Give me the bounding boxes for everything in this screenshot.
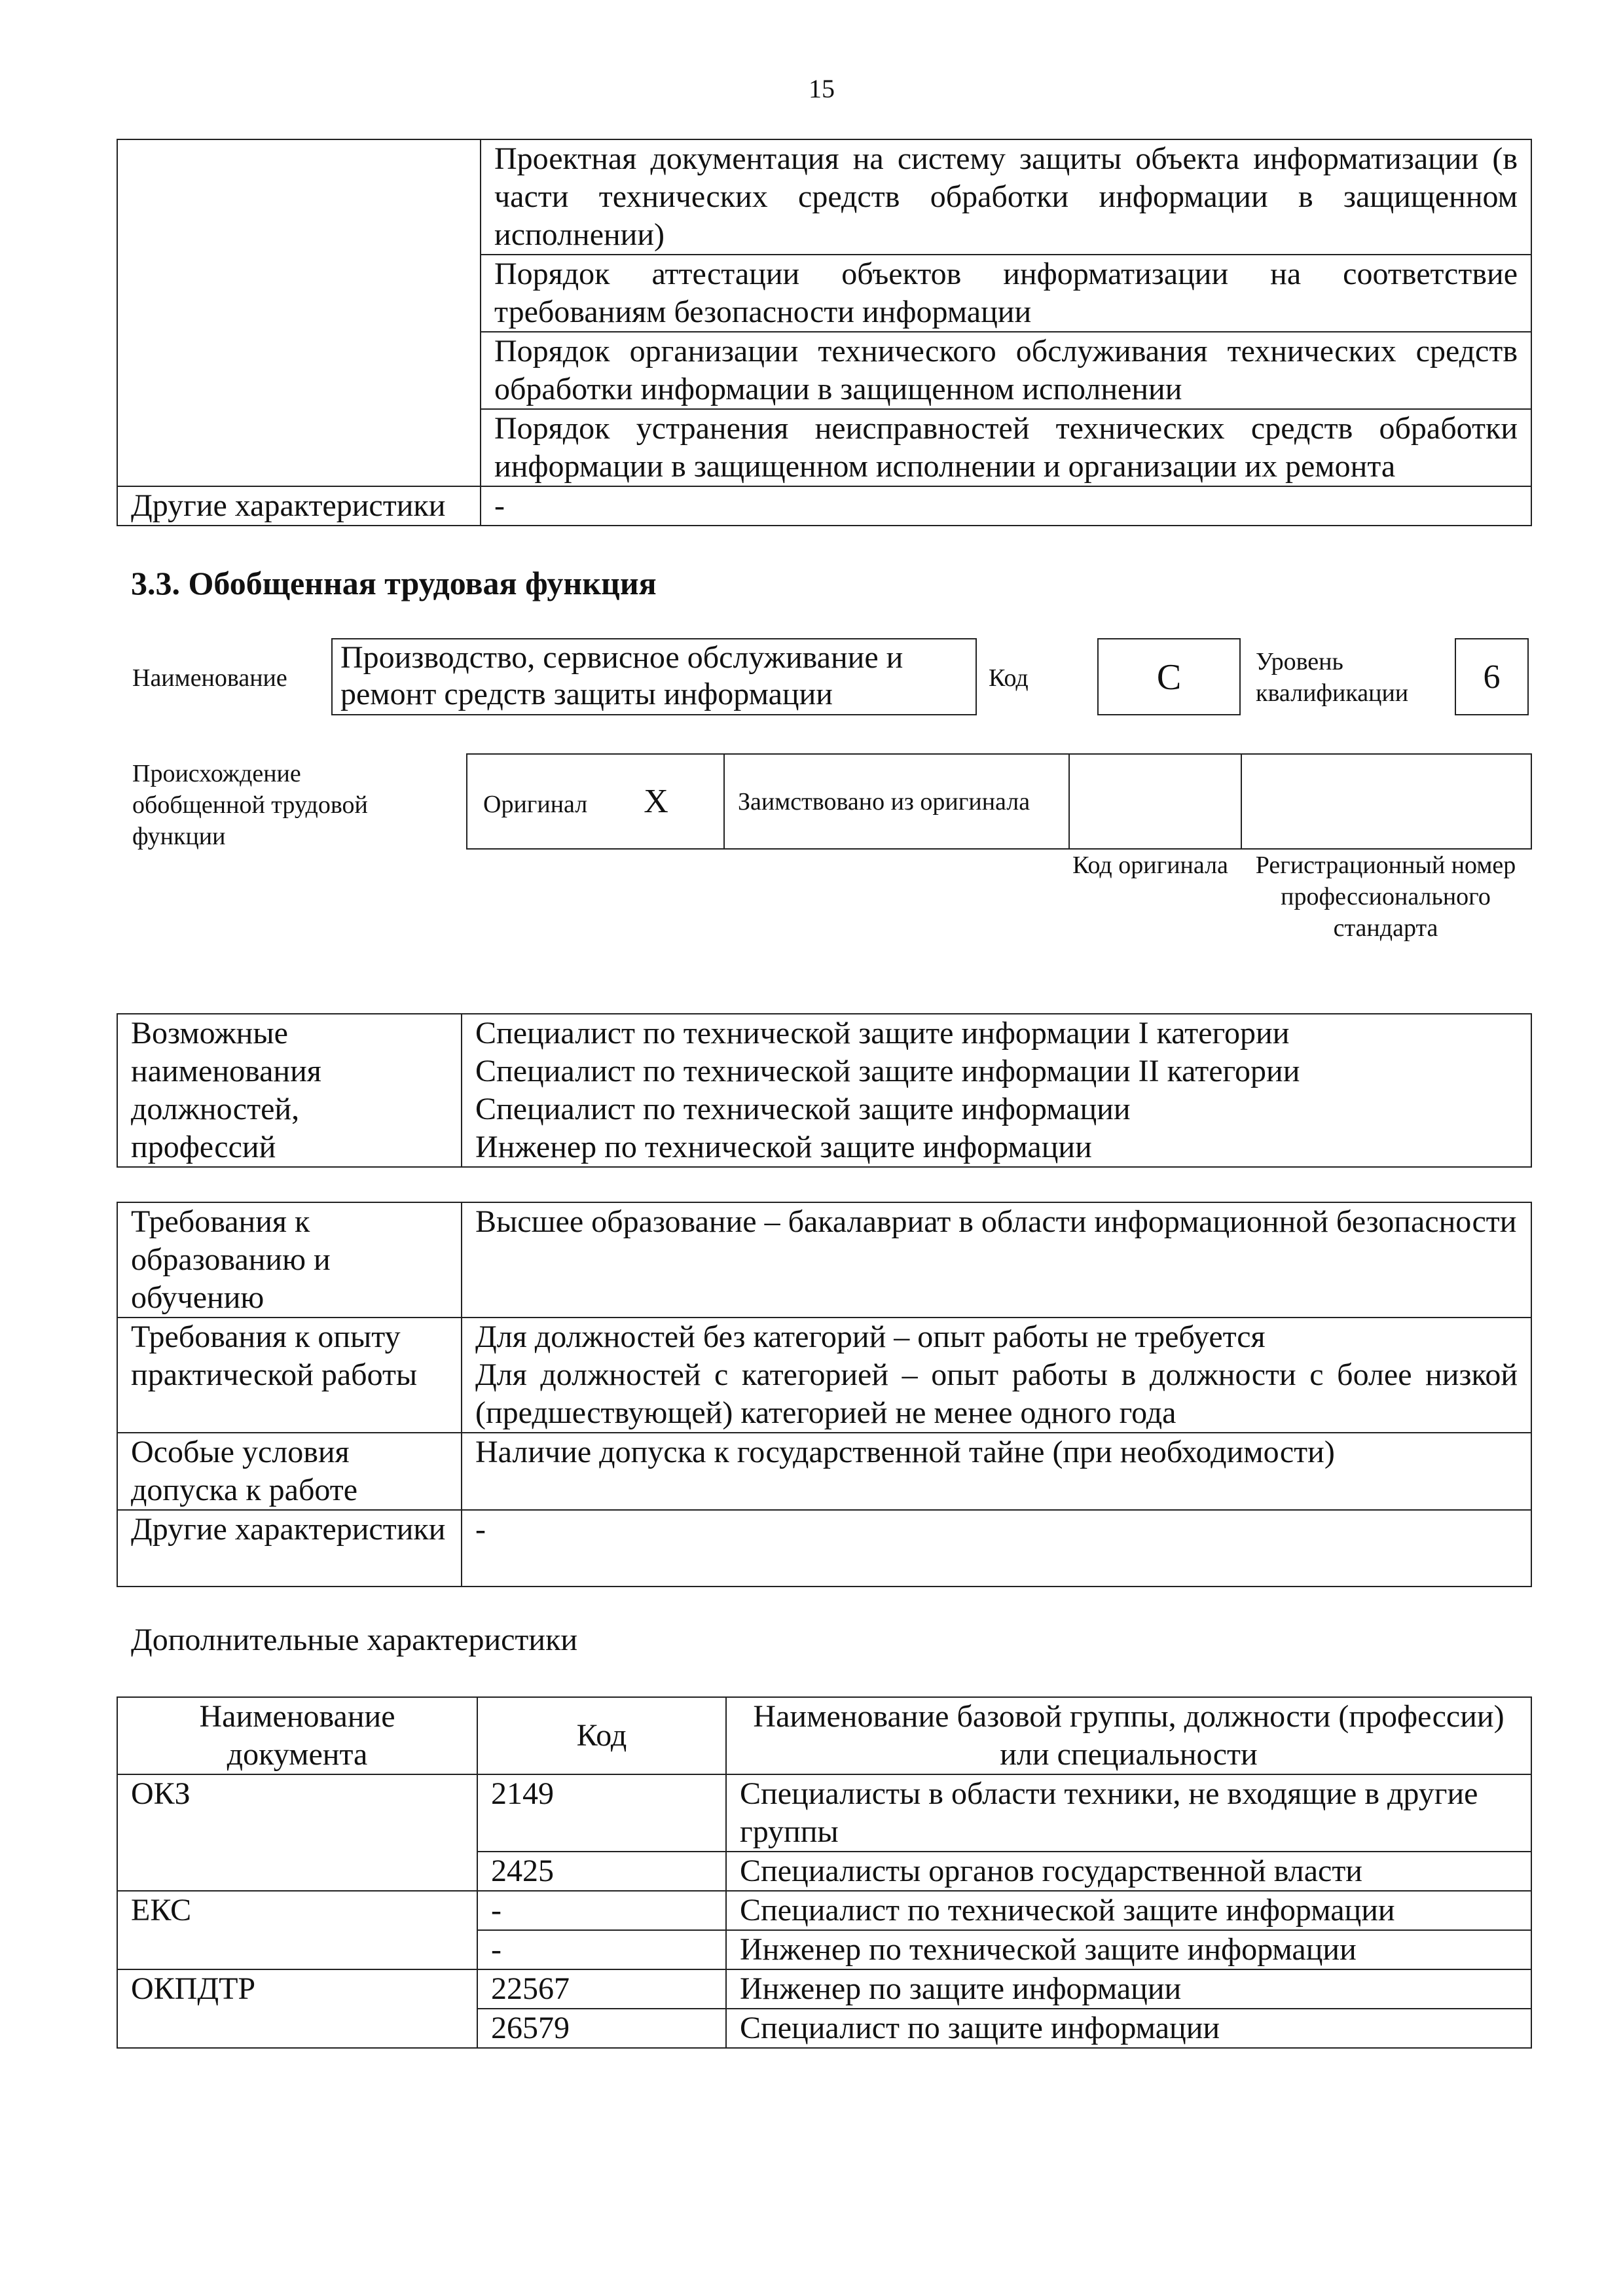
origin-label: Происхождение обобщенной трудовой функции xyxy=(132,760,368,850)
positions-item: Специалист по технической защите информации I категории xyxy=(475,1016,1290,1050)
level-label: Уровень квалификации xyxy=(1256,648,1409,707)
additional-header-code: Код xyxy=(477,1697,726,1774)
origin-borrowed-label: Заимствовано из оригинала xyxy=(724,754,1069,849)
top-table-row-3: Порядок организации технического обслуживания технических средств обработки информации в защищенном исполнении xyxy=(481,332,1531,409)
level-value: 6 xyxy=(1483,658,1501,696)
requirements-table xyxy=(117,1202,1532,1587)
positions-list-cell xyxy=(462,1014,1531,1167)
req-experience-line: Для должностей с категорией – опыт работы в должности с более низкой (предшествующей) категорией не менее одного года xyxy=(475,1357,1518,1430)
origin-reg-cell xyxy=(1241,754,1531,849)
top-table-other-label: Другие характеристики xyxy=(117,486,481,526)
additional-table xyxy=(117,1696,1532,2049)
additional-title: Дополнительные характеристики xyxy=(131,1623,578,1657)
top-table-row-1: Проектная документация на систему защиты объекта информатизации (в части технических средств обработки информации в защищенном исполнении) xyxy=(481,139,1531,255)
origin-original-mark: X xyxy=(644,783,668,820)
additional-code: - xyxy=(477,1891,726,1930)
positions-item: Инженер по технической защите информации xyxy=(475,1130,1092,1164)
origin-reg-caption: Регистрационный номер профессионального стандарта xyxy=(1255,852,1516,942)
top-table-row-2: Порядок аттестации объектов информатизации на соответствие требованиям безопасности информации xyxy=(481,255,1531,332)
positions-item: Специалист по технической защите информации II категории xyxy=(475,1054,1300,1088)
additional-name: Специалист по защите информации xyxy=(726,2009,1531,2048)
section-heading: 3.3. Обобщенная трудовая функция xyxy=(131,565,657,601)
positions-item: Специалист по технической защите информации xyxy=(475,1092,1131,1126)
req-conditions-value: Наличие допуска к государственной тайне (при необходимости) xyxy=(462,1433,1531,1510)
additional-name: Инженер по технической защите информации xyxy=(726,1930,1531,1969)
top-table xyxy=(117,139,1532,526)
code-value-box xyxy=(1097,638,1241,715)
origin-table xyxy=(466,753,1532,850)
positions-table xyxy=(117,1013,1532,1168)
additional-name: Специалисты органов государственной власти xyxy=(726,1852,1531,1891)
additional-code: 2425 xyxy=(477,1852,726,1891)
top-table-row-4: Порядок устранения неисправностей технических средств обработки информации в защищенном исполнении и организации их ремонта xyxy=(481,409,1531,486)
additional-header-doc: Наименование документа xyxy=(117,1697,477,1774)
positions-label: Возможные наименования должностей, профессий xyxy=(117,1014,462,1167)
code-value: C xyxy=(1156,657,1182,698)
additional-doc-okpdtr: ОКПДТР xyxy=(117,1969,477,2048)
level-value-box xyxy=(1455,638,1529,715)
code-label: Код xyxy=(989,664,1029,692)
req-experience-label: Требования к опыту практической работы xyxy=(117,1318,462,1433)
req-conditions-label: Особые условия допуска к работе xyxy=(117,1433,462,1510)
name-label: Наименование xyxy=(132,664,287,692)
req-other-label: Другие характеристики xyxy=(117,1510,462,1587)
page-number: 15 xyxy=(809,74,835,103)
req-education-label: Требования к образованию и обучению xyxy=(117,1202,462,1318)
origin-code-cell xyxy=(1069,754,1241,849)
top-table-empty-cell xyxy=(117,139,481,486)
origin-original-label: Оригинал xyxy=(483,791,588,818)
req-experience-cell xyxy=(462,1318,1531,1433)
req-education-value: Высшее образование – бакалавриат в области информационной безопасности xyxy=(462,1202,1531,1318)
additional-name: Инженер по защите информации xyxy=(726,1969,1531,2009)
origin-code-caption: Код оригинала xyxy=(1072,852,1228,879)
additional-code: 26579 xyxy=(477,2009,726,2048)
name-value: Производство, сервисное обслуживание и ремонт средств защиты информации xyxy=(340,640,903,711)
additional-code: 2149 xyxy=(477,1774,726,1852)
additional-name: Специалисты в области техники, не входящие в другие группы xyxy=(726,1774,1531,1852)
req-other-value: - xyxy=(462,1510,1531,1587)
additional-code: - xyxy=(477,1930,726,1969)
name-value-box xyxy=(331,638,977,715)
origin-original-cell xyxy=(467,754,724,849)
additional-doc-eks: ЕКС xyxy=(117,1891,477,1969)
additional-code: 22567 xyxy=(477,1969,726,2009)
additional-name: Специалист по технической защите информации xyxy=(726,1891,1531,1930)
req-experience-line: Для должностей без категорий – опыт работы не требуется xyxy=(475,1319,1266,1354)
additional-doc-okz: ОКЗ xyxy=(117,1774,477,1891)
top-table-other-value: - xyxy=(481,486,1531,526)
additional-header-name: Наименование базовой группы, должности (профессии) или специальности xyxy=(726,1697,1531,1774)
